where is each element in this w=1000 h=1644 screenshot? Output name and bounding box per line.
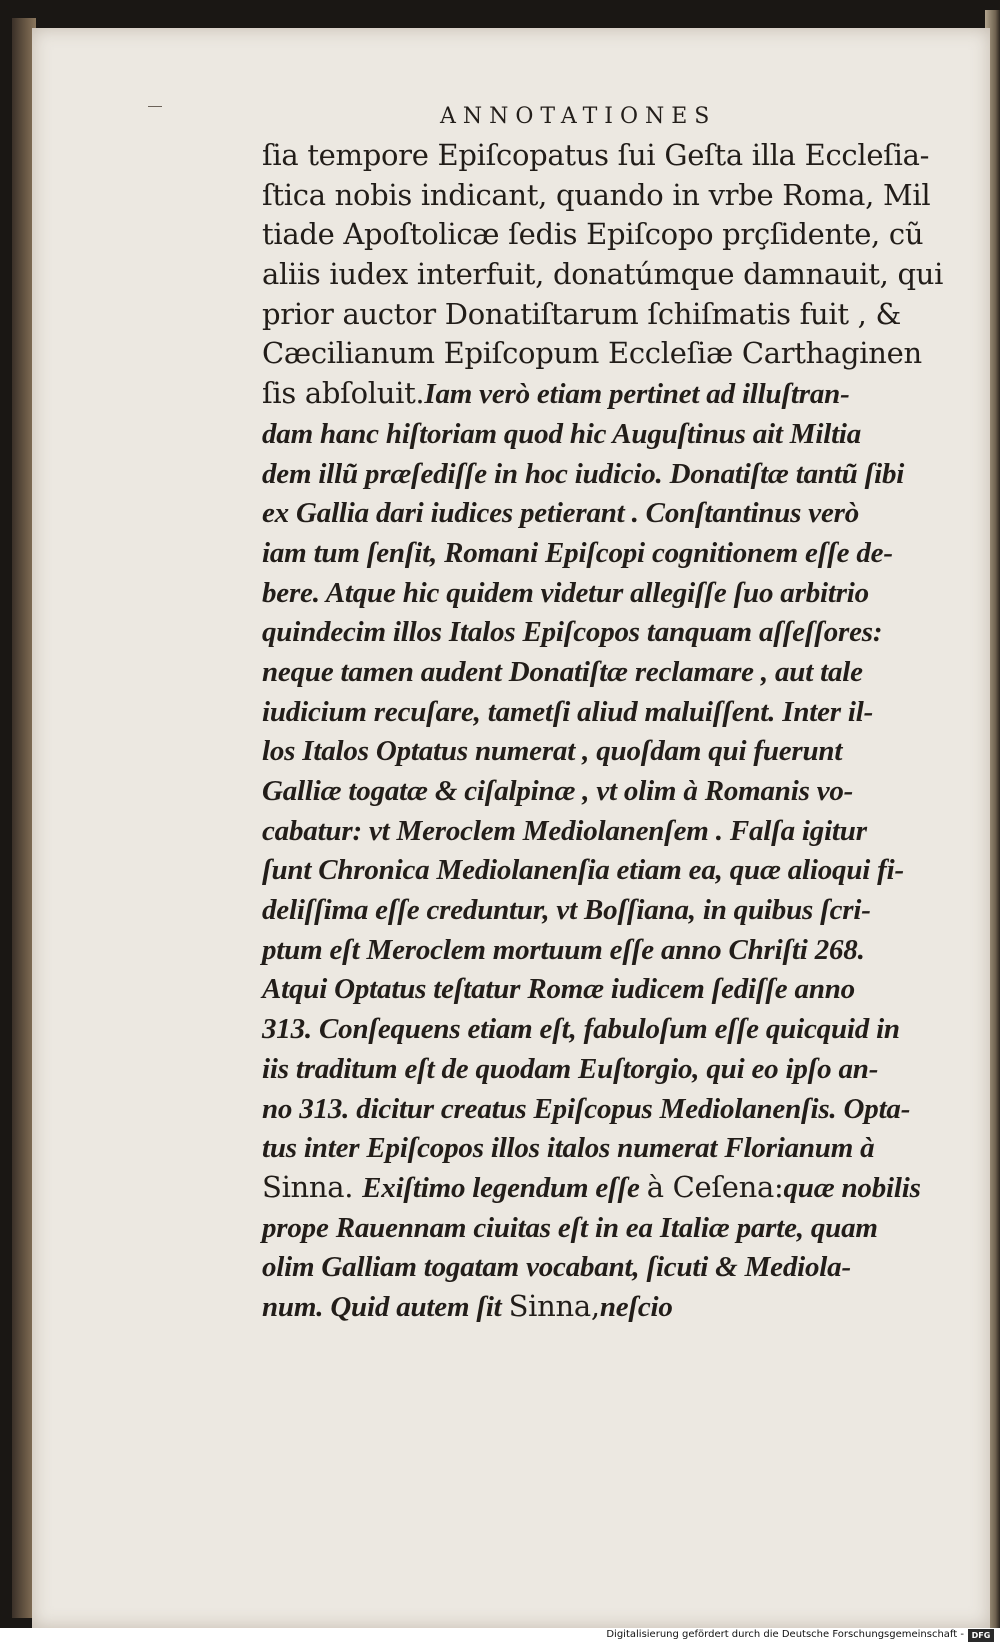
text-line	[262, 215, 942, 255]
italic-run: quæ nobilis	[783, 1171, 921, 1204]
roman-run: tiade Apoſtolicæ ſedis Epiſcopo prçſidente, cũ	[262, 217, 924, 252]
italic-run: quindecim illos Italos Epiſcopos tanquam aſſeſſores:	[262, 616, 883, 649]
text-line	[262, 890, 942, 930]
text-line	[262, 255, 942, 295]
printer-mark	[148, 106, 162, 107]
roman-run: aliis iudex interfuit, donatúmque damnauit, qui	[262, 257, 944, 292]
roman-run: Sinna.	[262, 1169, 363, 1204]
text-line	[262, 1208, 942, 1248]
italic-run: bere. Atque hic quidem videtur allegiſſe ſuo arbitrio	[262, 576, 869, 609]
roman-run: Cæcilianum Epiſcopum Eccleſiæ Carthaginen	[262, 336, 922, 371]
body-text	[262, 136, 942, 1327]
italic-run: los Italos Optatus numerat , quoſdam qui fuerunt	[262, 735, 843, 768]
italic-run: iudicium recuſare, tametſi aliud maluiſſent. Inter il-	[262, 695, 874, 728]
italic-run: dem illũ præſediſſe in hoc iudicio. Donatiſtæ tantũ ſibi	[262, 457, 905, 490]
text-line	[262, 930, 942, 970]
text-line	[262, 136, 942, 176]
text-line	[262, 652, 942, 692]
italic-run: ptum eſt Meroclem mortuum eſſe anno Chriſti 268.	[262, 933, 865, 966]
italic-run: no 313. dicitur creatus Epiſcopus Mediolanenſis. Opta-	[262, 1092, 911, 1125]
text-line	[262, 493, 942, 533]
roman-run: prior auctor Donatiſtarum ſchiſmatis fuit , &	[262, 296, 901, 331]
italic-run: cabatur: vt Meroclem Mediolanenſem . Falſa igitur	[262, 814, 867, 847]
text-line	[262, 414, 942, 454]
roman-run: Sinna,	[508, 1288, 600, 1323]
text-line	[262, 612, 942, 652]
italic-run: num. Quid autem ſit	[262, 1290, 509, 1323]
italic-run: neque tamen audent Donatiſtæ reclamare , aut tale	[262, 655, 863, 688]
text-line	[262, 454, 942, 494]
footer-credit: Digitalisierung gefördert durch die Deutsche Forschungsgemeinschaft -	[606, 1629, 964, 1640]
text-line	[262, 1049, 942, 1089]
text-line	[262, 1089, 942, 1129]
italic-run: ſunt Chronica Mediolanenſia etiam ea, quæ alioqui fi-	[262, 854, 904, 887]
roman-run: ſia tempore Epiſcopatus ſui Geſta illa Eccleſia-	[262, 138, 930, 172]
italic-run: Galliæ togatæ & ciſalpinæ , vt olim à Romanis vo-	[262, 775, 854, 807]
text-line	[262, 1009, 942, 1049]
italic-run: Iam verò etiam pertinet ad illuſtran-	[424, 378, 850, 411]
roman-run: ſis abſoluit.	[262, 376, 425, 411]
text-line	[262, 573, 942, 613]
italic-run: iam tum ſenſit, Romani Epiſcopi cognitionem eſſe de-	[262, 536, 893, 569]
italic-run: Atqui Optatus teſtatur Romæ iudicem ſediſſe anno	[262, 973, 855, 1006]
text-line	[262, 692, 942, 732]
italic-run: dam hanc hiſtoriam quod hic Auguſtinus ait Miltia	[262, 417, 862, 450]
text-line	[262, 176, 942, 216]
italic-run: ex Gallia dari iudices petierant . Conſtantinus verò	[262, 497, 860, 530]
text-line	[262, 969, 942, 1009]
text-line	[262, 374, 942, 414]
text-line	[262, 731, 942, 771]
text-line	[262, 850, 942, 890]
italic-run: prope Rauennam ciuitas eſt in ea Italiæ parte, quam	[262, 1211, 878, 1244]
roman-run: à Ceſena:	[646, 1169, 784, 1204]
dfg-logo: DFG	[968, 1629, 994, 1642]
italic-run: tus inter Epiſcopos illos italos numerat Florianum à	[262, 1132, 875, 1165]
text-line	[262, 1168, 942, 1208]
text-line	[262, 1287, 942, 1327]
running-head: ANNOTATIONES	[440, 104, 717, 129]
text-line	[262, 771, 942, 811]
text-line	[262, 295, 942, 335]
roman-run: ſtica nobis indicant, quando in vrbe Roma, Mil	[262, 177, 931, 212]
italic-run: neſcio	[599, 1290, 673, 1323]
text-line	[262, 1247, 942, 1287]
text-line	[262, 811, 942, 851]
italic-run: iis traditum eſt de quodam Euſtorgio, qui eo ipſo an-	[262, 1052, 879, 1085]
italic-run: olim Galliam togatam vocabant, ſicuti & Mediola-	[262, 1251, 851, 1284]
italic-run: 313. Conſequens etiam eſt, fabuloſum eſſe quicquid in	[262, 1013, 900, 1046]
text-line	[262, 334, 942, 374]
italic-run: deliſſima eſſe creduntur, vt Boſſiana, in quibus ſcri-	[262, 894, 871, 927]
text-line	[262, 533, 942, 573]
text-line	[262, 1128, 942, 1168]
italic-run: Exiſtimo legendum eſſe	[362, 1171, 647, 1204]
